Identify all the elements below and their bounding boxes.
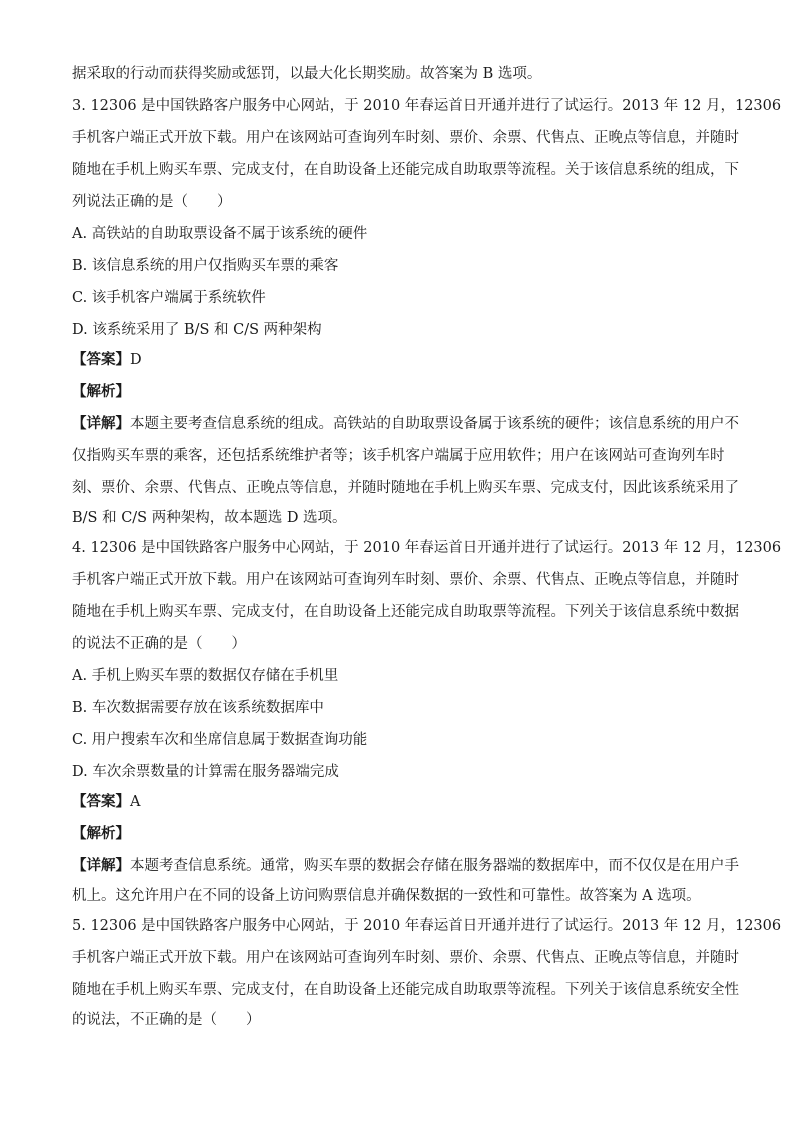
q3-option-b: B. 该信息系统的用户仅指购买车票的乘客 [72,258,339,274]
answer-tag: 【答案】 [72,351,130,368]
q5-stem-line: 手机客户端正式开放下载。用户在该网站可查询列车时刻、票价、余票、代售点、正晚点等信息，并随时 [72,950,739,966]
q5-stem-line: 随地在手机上购买车票、完成支付，在自助设备上还能完成自助取票等流程。下列关于该信息系统安全性 [72,982,739,998]
q4-stem-line: 4. 12306 是中国铁路客户服务中心网站，于 2010 年春运首日开通并进行了试运行。2013 年 12 月，12306 [72,540,782,556]
q4-option-d: D. 车次余票数量的计算需在服务器端完成 [72,764,339,780]
q4-option-c: C. 用户搜索车次和坐席信息属于数据查询功能 [72,732,368,748]
q4-stem-line: 手机客户端正式开放下载。用户在该网站可查询列车时刻、票价、余票、代售点、正晚点等信息，并随时 [72,572,739,588]
answer-tag: 【答案】 [72,793,130,810]
q3-detail-line: B/S 和 C/S 两种架构，故本题选 D 选项。 [72,510,347,526]
q3-option-d: D. 该系统采用了 B/S 和 C/S 两种架构 [72,322,322,338]
q3-option-a: A. 高铁站的自助取票设备不属于该系统的硬件 [72,226,368,242]
q3-answer [72,350,732,370]
q4-detail-line: 机上。这允许用户在不同的设备上访问购票信息并确保数据的一致性和可靠性。故答案为 A 选项。 [72,888,701,904]
q4-answer [72,792,732,812]
answer-value: A [130,794,141,810]
detail-tag: 【详解】 [72,857,130,874]
q4-analysis-tag [72,824,732,844]
q3-detail-line: 仅指购买车票的乘客，还包括系统维护者等；该手机客户端属于应用软件；用户在该网站可查询列车时 [72,448,725,464]
q3-stem-line: 随地在手机上购买车票、完成支付，在自助设备上还能完成自助取票等流程。关于该信息系统的组成，下 [72,162,739,178]
detail-tag: 【详解】 [72,415,130,432]
analysis-tag: 【解析】 [72,825,130,842]
q4-detail-line [72,856,739,876]
detail-text: 本题主要考查信息系统的组成。高铁站的自助取票设备属于该系统的硬件；该信息系统的用户不 [130,416,739,432]
q4-option-b: B. 车次数据需要存放在该系统数据库中 [72,700,324,716]
q4-stem-line: 的说法不正确的是（ ） [72,636,246,652]
q3-stem-line: 手机客户端正式开放下载。用户在该网站可查询列车时刻、票价、余票、代售点、正晚点等信息，并随时 [72,130,739,146]
q3-option-c: C. 该手机客户端属于系统软件 [72,290,266,306]
q5-stem-line: 5. 12306 是中国铁路客户服务中心网站，于 2010 年春运首日开通并进行了试运行。2013 年 12 月，12306 [72,918,782,934]
q3-detail-line: 刻、票价、余票、代售点、正晚点等信息，并随时随地在手机上购买车票、完成支付，因此该系统采用了 [72,480,739,496]
q4-option-a: A. 手机上购买车票的数据仅存储在手机里 [72,668,339,684]
analysis-tag: 【解析】 [72,383,130,400]
q4-stem-line: 随地在手机上购买车票、完成支付，在自助设备上还能完成自助取票等流程。下列关于该信息系统中数据 [72,604,739,620]
q5-stem-line: 的说法，不正确的是（ ） [72,1012,261,1028]
q3-stem-line: 3. 12306 是中国铁路客户服务中心网站，于 2010 年春运首日开通并进行了试运行。2013 年 12 月，12306 [72,98,782,114]
q3-analysis-tag [72,382,732,402]
q3-detail-line [72,414,739,434]
answer-value: D [130,352,142,368]
detail-text: 本题考查信息系统。通常，购买车票的数据会存储在服务器端的数据库中，而不仅仅是在用户手 [130,858,739,874]
q3-stem-line: 列说法正确的是（ ） [72,194,232,210]
previous-answer-tail: 据采取的行动而获得奖励或惩罚，以最大化长期奖励。故答案为 B 选项。 [72,66,542,82]
